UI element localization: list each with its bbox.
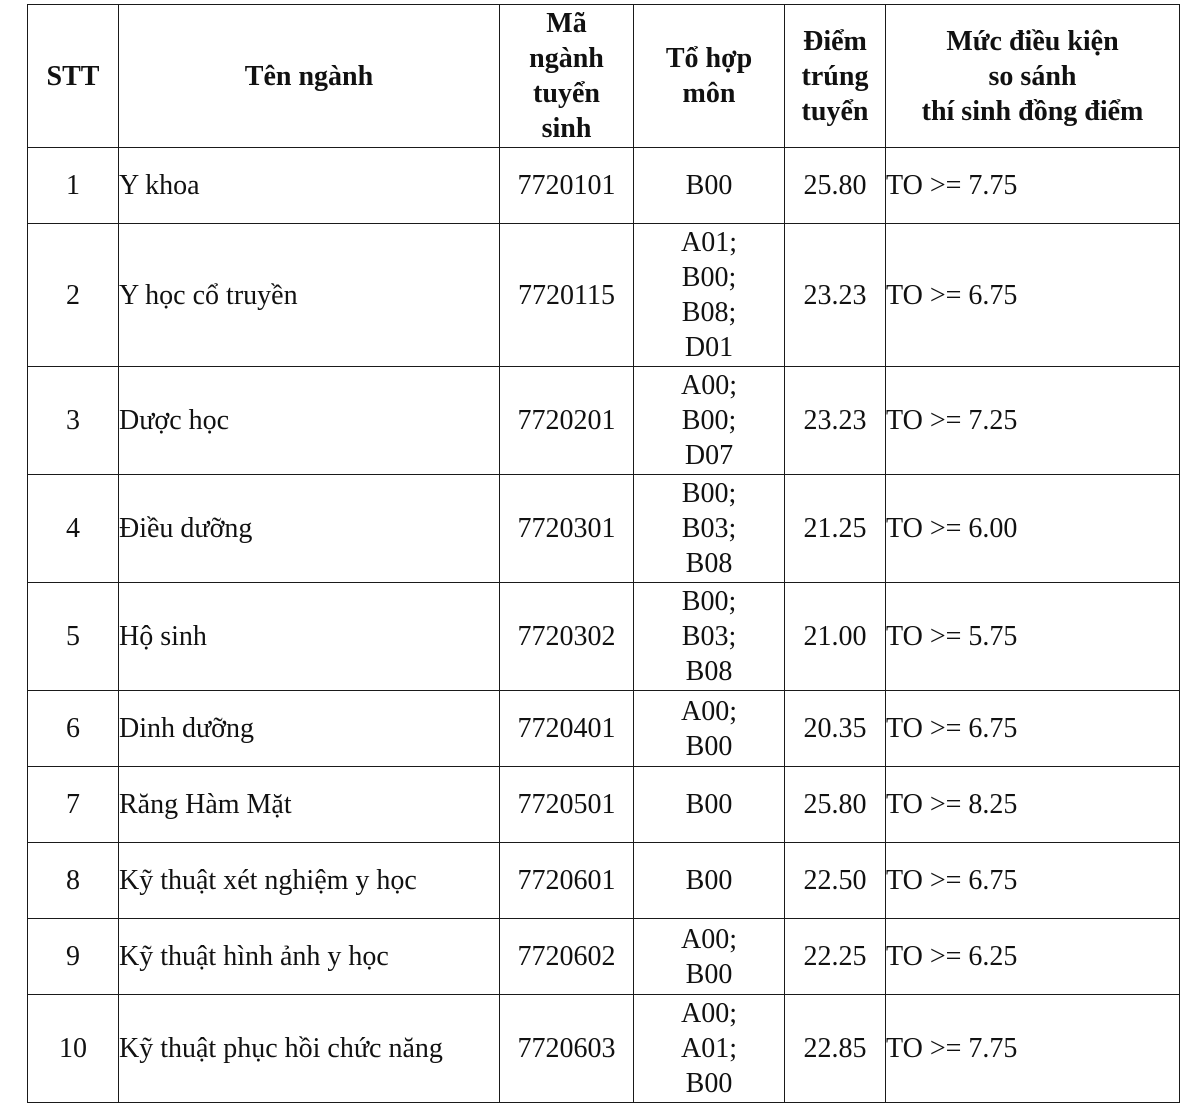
header-score — [785, 5, 886, 148]
code-cell: 7720601 — [500, 843, 634, 919]
combo-line: B00 — [685, 865, 733, 896]
combo-cell — [634, 475, 785, 583]
score-cell: 25.80 — [785, 148, 886, 224]
name-cell: Dinh dưỡng — [119, 691, 500, 767]
condition-cell: TO >= 6.75 — [886, 843, 1180, 919]
combo-line: B00 — [685, 170, 733, 201]
condition-cell: TO >= 6.75 — [886, 691, 1180, 767]
combo-line: B00; — [681, 586, 737, 617]
code-cell: 7720602 — [500, 919, 634, 995]
condition-cell: TO >= 6.75 — [886, 224, 1180, 367]
score-cell: 23.23 — [785, 224, 886, 367]
table-row — [28, 919, 1180, 995]
stt-cell: 7 — [28, 767, 119, 843]
name-cell: Điều dưỡng — [119, 475, 500, 583]
header-line: tuyển — [801, 95, 869, 127]
score-cell: 25.80 — [785, 767, 886, 843]
condition-cell: TO >= 5.75 — [886, 583, 1180, 691]
code-cell: 7720302 — [500, 583, 634, 691]
table-body — [28, 148, 1180, 1103]
condition-cell: TO >= 6.00 — [886, 475, 1180, 583]
combo-line: A00; — [681, 923, 737, 955]
stt-cell: 6 — [28, 691, 119, 767]
header-line: thí sinh đồng điểm — [921, 95, 1144, 127]
header-condition — [886, 5, 1180, 148]
name-cell: Răng Hàm Mặt — [119, 767, 500, 843]
combo-line: A01; — [681, 1033, 737, 1064]
header-line: Mã — [546, 8, 587, 39]
name-cell: Dược học — [119, 367, 500, 475]
condition-cell: TO >= 7.25 — [886, 367, 1180, 475]
header-line: Tổ hợp — [665, 43, 753, 74]
name-cell: Kỹ thuật xét nghiệm y học — [119, 843, 500, 919]
header-line: STT — [46, 60, 100, 92]
admission-scores-table — [27, 4, 1180, 1103]
stt-cell: 8 — [28, 843, 119, 919]
combo-line: D07 — [684, 440, 734, 471]
stt-cell: 5 — [28, 583, 119, 691]
combo-line: B00; — [681, 262, 737, 293]
score-cell: 22.85 — [785, 995, 886, 1103]
header-line: ngành — [529, 43, 604, 74]
code-cell: 7720603 — [500, 995, 634, 1103]
score-cell: 23.23 — [785, 367, 886, 475]
table-row — [28, 148, 1180, 224]
combo-line: B03; — [681, 513, 737, 544]
name-cell: Y học cổ truyền — [119, 224, 500, 367]
table-row — [28, 367, 1180, 475]
score-cell: 20.35 — [785, 691, 886, 767]
combo-line: B08 — [685, 656, 733, 687]
header-name — [119, 5, 500, 148]
stt-cell: 3 — [28, 367, 119, 475]
stt-cell: 9 — [28, 919, 119, 995]
combo-cell — [634, 843, 785, 919]
combo-line: B00 — [685, 789, 733, 820]
header-line: Mức điều kiện — [946, 25, 1119, 57]
combo-line: B00 — [685, 958, 733, 990]
combo-cell — [634, 583, 785, 691]
combo-line: B00; — [681, 405, 737, 436]
combo-line: B00 — [685, 730, 733, 762]
name-cell: Kỹ thuật hình ảnh y học — [119, 919, 500, 995]
code-cell: 7720115 — [500, 224, 634, 367]
header-line: môn — [682, 78, 736, 109]
condition-cell: TO >= 7.75 — [886, 995, 1180, 1103]
table-row — [28, 583, 1180, 691]
table-row — [28, 995, 1180, 1103]
table-row — [28, 691, 1180, 767]
combo-line: A01; — [681, 227, 737, 258]
header-line: sinh — [541, 113, 592, 144]
condition-cell: TO >= 8.25 — [886, 767, 1180, 843]
table-row — [28, 767, 1180, 843]
combo-line: B03; — [681, 621, 737, 652]
combo-cell — [634, 367, 785, 475]
condition-cell: TO >= 6.25 — [886, 919, 1180, 995]
code-cell: 7720401 — [500, 691, 634, 767]
header-row — [28, 5, 1180, 148]
condition-cell: TO >= 7.75 — [886, 148, 1180, 224]
name-cell: Kỹ thuật phục hồi chức năng — [119, 995, 500, 1103]
code-cell: 7720101 — [500, 148, 634, 224]
header-combo — [634, 5, 785, 148]
combo-line: B00 — [685, 1068, 733, 1099]
header-code — [500, 5, 634, 148]
combo-cell — [634, 767, 785, 843]
header-line: trúng — [801, 60, 869, 92]
header-stt — [28, 5, 119, 148]
code-cell: 7720201 — [500, 367, 634, 475]
score-cell: 22.25 — [785, 919, 886, 995]
combo-line: A00; — [681, 695, 737, 727]
table-row — [28, 224, 1180, 367]
combo-line: B00; — [681, 478, 737, 509]
header-line: so sánh — [988, 60, 1077, 92]
score-cell: 22.50 — [785, 843, 886, 919]
combo-cell — [634, 691, 785, 767]
name-cell: Y khoa — [119, 148, 500, 224]
table-row — [28, 843, 1180, 919]
combo-cell — [634, 148, 785, 224]
stt-cell: 10 — [28, 995, 119, 1103]
header-line: Điểm — [803, 25, 867, 57]
header-line: Tên ngành — [244, 60, 374, 92]
combo-cell — [634, 919, 785, 995]
stt-cell: 2 — [28, 224, 119, 367]
code-cell: 7720301 — [500, 475, 634, 583]
score-cell: 21.25 — [785, 475, 886, 583]
score-cell: 21.00 — [785, 583, 886, 691]
combo-line: A00; — [681, 370, 737, 401]
table-row — [28, 475, 1180, 583]
combo-cell — [634, 224, 785, 367]
combo-cell — [634, 995, 785, 1103]
combo-line: D01 — [684, 332, 734, 363]
combo-line: A00; — [681, 998, 737, 1029]
combo-line: B08 — [685, 548, 733, 579]
name-cell: Hộ sinh — [119, 583, 500, 691]
stt-cell: 4 — [28, 475, 119, 583]
header-line: tuyển — [533, 78, 600, 109]
stt-cell: 1 — [28, 148, 119, 224]
code-cell: 7720501 — [500, 767, 634, 843]
combo-line: B08; — [681, 297, 737, 328]
